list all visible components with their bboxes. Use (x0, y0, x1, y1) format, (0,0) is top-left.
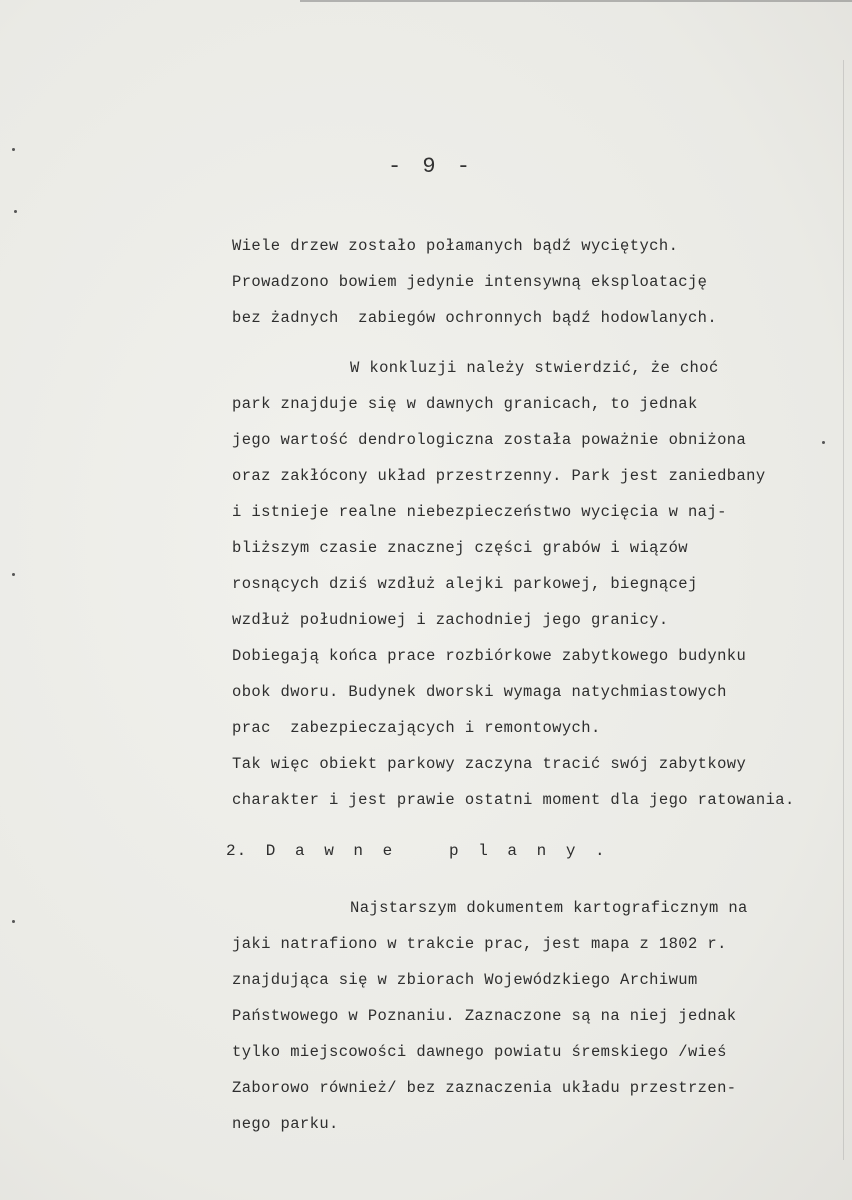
margin-speck (12, 573, 15, 576)
text-line: nego parku. (232, 1115, 339, 1133)
text-line: jego wartość dendrologiczna została poważnie obniżona (232, 431, 747, 449)
text-line: wzdłuż południowej i zachodniej jego granicy. (232, 611, 669, 629)
text-line: park znajduje się w dawnych granicach, to jednak (232, 395, 698, 413)
text-line: obok dworu. Budynek dworski wymaga natychmiastowych (232, 683, 727, 701)
margin-speck (14, 210, 17, 213)
margin-speck (12, 920, 15, 923)
paragraph-broken-trees (232, 228, 717, 336)
text-line: i istnieje realne niebezpieczeństwo wycięcia w naj- (232, 503, 727, 521)
text-line: charakter i jest prawie ostatni moment dla jego ratowania. (232, 791, 795, 809)
text-line: jaki natrafiono w trakcie prac, jest mapa z 1802 r. (232, 935, 727, 953)
section-heading: 2. D a w n e p l a n y . (226, 842, 606, 860)
text-line: prac zabezpieczających i remontowych. (232, 719, 601, 737)
text-line: Prowadzono bowiem jedynie intensywną eksploatację (232, 273, 708, 291)
margin-speck (12, 148, 15, 151)
text-line: Najstarszym dokumentem kartograficznym na (350, 899, 748, 917)
page-right-edge (843, 60, 844, 1160)
paragraph-old-plans (232, 890, 748, 1142)
page-top-edge (300, 0, 852, 7)
text-line: oraz zakłócony układ przestrzenny. Park jest zaniedbany (232, 467, 766, 485)
paragraph-conclusion (232, 350, 795, 818)
text-line: Zaborowo również/ bez zaznaczenia układu przestrzen- (232, 1079, 737, 1097)
text-line: rosnących dziś wzdłuż alejki parkowej, biegnącej (232, 575, 698, 593)
text-line: bez żadnych zabiegów ochronnych bądź hodowlanych. (232, 309, 718, 327)
text-line: Dobiegają końca prace rozbiórkowe zabytkowego budynku (232, 647, 747, 665)
text-line: W konkluzji należy stwierdzić, że choć (350, 359, 719, 377)
text-line: Wiele drzew zostało połamanych bądź wyciętych. (232, 237, 679, 255)
text-line: Tak więc obiekt parkowy zaczyna tracić swój zabytkowy (232, 755, 747, 773)
text-line: znajdująca się w zbiorach Wojewódzkiego Archiwum (232, 971, 698, 989)
margin-speck (822, 441, 825, 444)
text-line: Państwowego w Poznaniu. Zaznaczone są na niej jednak (232, 1007, 737, 1025)
text-line: bliższym czasie znacznej części grabów i wiązów (232, 539, 688, 557)
text-line: tylko miejscowości dawnego powiatu śremskiego /wieś (232, 1043, 727, 1061)
page-number: - 9 - (388, 154, 475, 179)
